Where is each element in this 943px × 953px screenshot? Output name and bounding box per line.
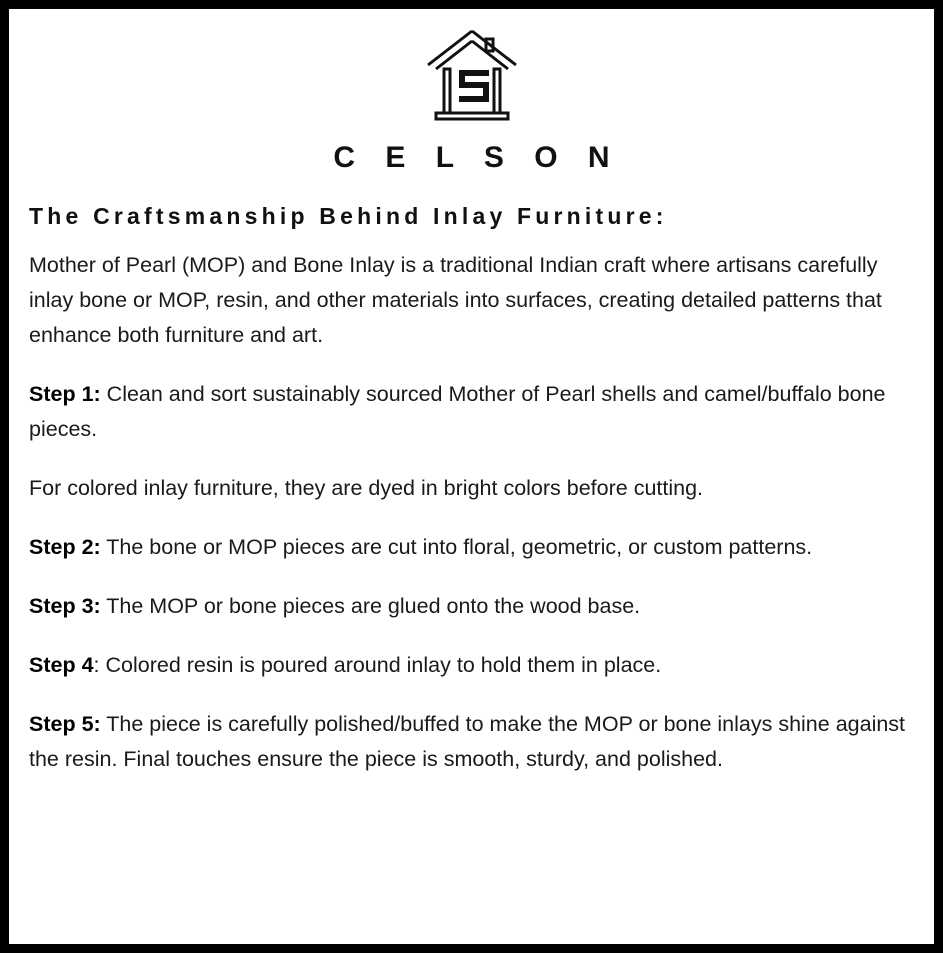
paragraph-step-5 xyxy=(29,707,914,777)
house-monogram-icon xyxy=(424,25,520,125)
paragraph-label: Step 2: xyxy=(29,535,101,559)
brand-name: C E L S O N xyxy=(333,141,621,174)
page-title: The Craftsmanship Behind Inlay Furniture: xyxy=(29,203,668,229)
brand-header xyxy=(29,25,914,175)
paragraph-text: Mother of Pearl (MOP) and Bone Inlay is a traditional Indian craft where artisans carefully inlay bone or MOP, resin, and other materials into surfaces, creating detailed patterns that enhance both furniture and art. xyxy=(29,253,882,347)
paragraph-step-4 xyxy=(29,648,914,683)
paragraph-text: The piece is carefully polished/buffed to make the MOP or bone inlays shine against the resin. Final touches ensure the piece is smooth, sturdy, and polished. xyxy=(29,712,906,771)
body-copy xyxy=(29,248,914,777)
paragraph-label: Step 1: xyxy=(29,382,101,406)
paragraph-text: For colored inlay furniture, they are dyed in bright colors before cutting. xyxy=(29,476,704,500)
paragraph-text: : Colored resin is poured around inlay to hold them in place. xyxy=(93,653,662,677)
paragraph-label: Step 4 xyxy=(29,653,94,677)
paragraph-step-1 xyxy=(29,377,914,447)
paragraph-step-3 xyxy=(29,589,914,624)
paragraph-intro xyxy=(29,248,914,353)
paragraph-text: The MOP or bone pieces are glued onto the wood base. xyxy=(100,594,641,618)
paragraph-text: Clean and sort sustainably sourced Mother of Pearl shells and camel/buffalo bone pieces. xyxy=(29,382,886,441)
paragraph-colored-inlay-note xyxy=(29,471,914,506)
paragraph-label: Step 3: xyxy=(29,594,101,618)
paragraph-step-2 xyxy=(29,530,914,565)
paragraph-label: Step 5: xyxy=(29,712,101,736)
paragraph-text: The bone or MOP pieces are cut into floral, geometric, or custom patterns. xyxy=(100,535,813,559)
